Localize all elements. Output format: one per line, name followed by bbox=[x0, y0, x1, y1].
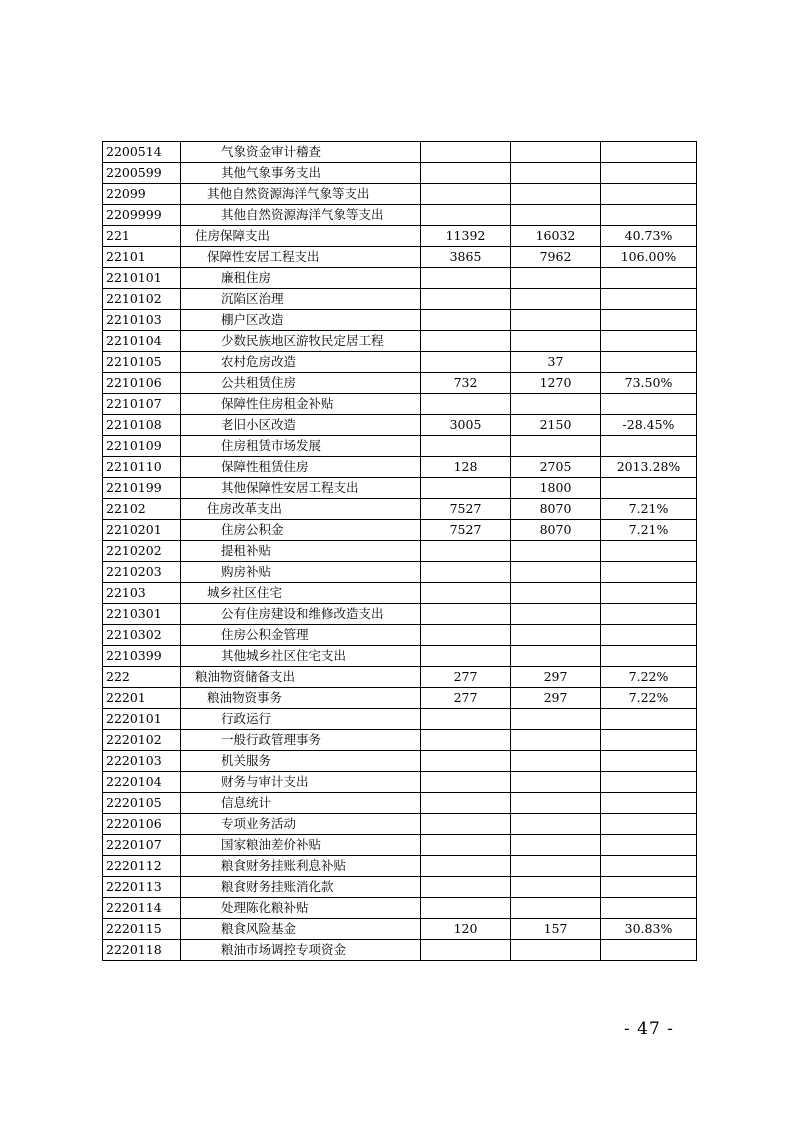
table-row bbox=[103, 814, 697, 835]
cell-value-1: 277 bbox=[421, 667, 511, 688]
cell-code: 22102 bbox=[103, 499, 181, 520]
cell-name: 农村危房改造 bbox=[181, 352, 421, 373]
cell-code: 2200514 bbox=[103, 142, 181, 163]
cell-name: 其他保障性安居工程支出 bbox=[181, 478, 421, 499]
cell-value-1: 120 bbox=[421, 919, 511, 940]
cell-value-1 bbox=[421, 541, 511, 562]
cell-value-1 bbox=[421, 814, 511, 835]
cell-code: 2210106 bbox=[103, 373, 181, 394]
cell-code: 222 bbox=[103, 667, 181, 688]
cell-value-2 bbox=[511, 268, 601, 289]
cell-value-2: 7962 bbox=[511, 247, 601, 268]
cell-percent bbox=[601, 604, 697, 625]
cell-name: 住房保障支出 bbox=[181, 226, 421, 247]
cell-percent bbox=[601, 835, 697, 856]
cell-value-2 bbox=[511, 331, 601, 352]
cell-percent bbox=[601, 478, 697, 499]
cell-percent: 7.21% bbox=[601, 520, 697, 541]
cell-value-1 bbox=[421, 163, 511, 184]
cell-value-2: 1270 bbox=[511, 373, 601, 394]
cell-percent bbox=[601, 772, 697, 793]
cell-percent bbox=[601, 793, 697, 814]
cell-name: 财务与审计支出 bbox=[181, 772, 421, 793]
table-row bbox=[103, 478, 697, 499]
cell-value-1 bbox=[421, 142, 511, 163]
cell-code: 2210101 bbox=[103, 268, 181, 289]
table-row bbox=[103, 562, 697, 583]
cell-value-2 bbox=[511, 583, 601, 604]
cell-name: 一般行政管理事务 bbox=[181, 730, 421, 751]
table-row bbox=[103, 373, 697, 394]
table-row bbox=[103, 142, 697, 163]
table-row bbox=[103, 457, 697, 478]
cell-value-1 bbox=[421, 709, 511, 730]
cell-percent bbox=[601, 583, 697, 604]
cell-percent bbox=[601, 541, 697, 562]
cell-name: 棚户区改造 bbox=[181, 310, 421, 331]
table-row bbox=[103, 667, 697, 688]
table-row bbox=[103, 184, 697, 205]
cell-code: 2220104 bbox=[103, 772, 181, 793]
cell-code: 2220105 bbox=[103, 793, 181, 814]
table-row bbox=[103, 289, 697, 310]
cell-name: 粮食财务挂账利息补贴 bbox=[181, 856, 421, 877]
cell-code: 2210302 bbox=[103, 625, 181, 646]
table-row bbox=[103, 436, 697, 457]
table-row bbox=[103, 646, 697, 667]
page-number: - 47 - bbox=[624, 1019, 674, 1039]
cell-code: 2220112 bbox=[103, 856, 181, 877]
cell-value-1 bbox=[421, 331, 511, 352]
table-row bbox=[103, 310, 697, 331]
cell-percent: -28.45% bbox=[601, 415, 697, 436]
cell-name: 气象资金审计稽查 bbox=[181, 142, 421, 163]
table-row bbox=[103, 919, 697, 940]
cell-value-1: 11392 bbox=[421, 226, 511, 247]
cell-percent bbox=[601, 751, 697, 772]
table-row bbox=[103, 541, 697, 562]
cell-value-2 bbox=[511, 814, 601, 835]
table-row bbox=[103, 772, 697, 793]
cell-name: 其他气象事务支出 bbox=[181, 163, 421, 184]
cell-name: 公有住房建设和维修改造支出 bbox=[181, 604, 421, 625]
cell-value-2 bbox=[511, 142, 601, 163]
table-row bbox=[103, 835, 697, 856]
budget-table bbox=[102, 141, 697, 961]
cell-percent bbox=[601, 331, 697, 352]
cell-value-2 bbox=[511, 184, 601, 205]
cell-percent bbox=[601, 625, 697, 646]
cell-value-2 bbox=[511, 205, 601, 226]
table-row bbox=[103, 877, 697, 898]
cell-code: 2210202 bbox=[103, 541, 181, 562]
cell-value-1 bbox=[421, 583, 511, 604]
cell-value-2 bbox=[511, 730, 601, 751]
cell-code: 2220118 bbox=[103, 940, 181, 961]
table-row bbox=[103, 730, 697, 751]
cell-name: 住房公积金管理 bbox=[181, 625, 421, 646]
cell-value-2: 157 bbox=[511, 919, 601, 940]
cell-value-2: 8070 bbox=[511, 520, 601, 541]
cell-percent bbox=[601, 184, 697, 205]
cell-percent: 7.22% bbox=[601, 688, 697, 709]
cell-name: 沉陷区治理 bbox=[181, 289, 421, 310]
cell-value-2 bbox=[511, 877, 601, 898]
table-row bbox=[103, 625, 697, 646]
cell-name: 保障性住房租金补贴 bbox=[181, 394, 421, 415]
table-row bbox=[103, 856, 697, 877]
cell-value-1 bbox=[421, 751, 511, 772]
cell-percent: 106.00% bbox=[601, 247, 697, 268]
cell-value-1 bbox=[421, 268, 511, 289]
cell-value-1 bbox=[421, 856, 511, 877]
cell-name: 专项业务活动 bbox=[181, 814, 421, 835]
cell-value-1 bbox=[421, 625, 511, 646]
cell-percent bbox=[601, 352, 697, 373]
cell-percent: 2013.28% bbox=[601, 457, 697, 478]
table-row bbox=[103, 205, 697, 226]
cell-code: 2210399 bbox=[103, 646, 181, 667]
cell-value-2 bbox=[511, 835, 601, 856]
cell-name: 住房租赁市场发展 bbox=[181, 436, 421, 457]
cell-percent bbox=[601, 163, 697, 184]
cell-value-1 bbox=[421, 436, 511, 457]
table-row bbox=[103, 268, 697, 289]
table-body bbox=[103, 142, 697, 961]
cell-name: 老旧小区改造 bbox=[181, 415, 421, 436]
cell-value-2 bbox=[511, 310, 601, 331]
cell-name: 城乡社区住宅 bbox=[181, 583, 421, 604]
cell-value-1: 3865 bbox=[421, 247, 511, 268]
cell-name: 粮食风险基金 bbox=[181, 919, 421, 940]
cell-value-2 bbox=[511, 541, 601, 562]
cell-value-1: 128 bbox=[421, 457, 511, 478]
table-row bbox=[103, 394, 697, 415]
cell-code: 2210109 bbox=[103, 436, 181, 457]
cell-value-2 bbox=[511, 856, 601, 877]
cell-percent bbox=[601, 142, 697, 163]
cell-code: 2200599 bbox=[103, 163, 181, 184]
cell-code: 2220102 bbox=[103, 730, 181, 751]
cell-value-2 bbox=[511, 793, 601, 814]
table-row bbox=[103, 415, 697, 436]
table-row bbox=[103, 352, 697, 373]
table-row bbox=[103, 940, 697, 961]
table-row bbox=[103, 709, 697, 730]
cell-code: 2210110 bbox=[103, 457, 181, 478]
cell-percent bbox=[601, 562, 697, 583]
cell-percent bbox=[601, 436, 697, 457]
cell-code: 22103 bbox=[103, 583, 181, 604]
table-row bbox=[103, 583, 697, 604]
cell-name: 行政运行 bbox=[181, 709, 421, 730]
cell-percent: 40.73% bbox=[601, 226, 697, 247]
cell-value-1: 7527 bbox=[421, 520, 511, 541]
cell-code: 2220101 bbox=[103, 709, 181, 730]
cell-name: 国家粮油差价补贴 bbox=[181, 835, 421, 856]
cell-percent: 7.21% bbox=[601, 499, 697, 520]
cell-code: 2220106 bbox=[103, 814, 181, 835]
cell-code: 2220115 bbox=[103, 919, 181, 940]
cell-value-1 bbox=[421, 646, 511, 667]
cell-value-1 bbox=[421, 289, 511, 310]
table-row bbox=[103, 226, 697, 247]
cell-name: 信息统计 bbox=[181, 793, 421, 814]
cell-percent bbox=[601, 205, 697, 226]
cell-value-1 bbox=[421, 394, 511, 415]
cell-percent bbox=[601, 940, 697, 961]
cell-value-1 bbox=[421, 730, 511, 751]
cell-value-1 bbox=[421, 835, 511, 856]
cell-name: 购房补贴 bbox=[181, 562, 421, 583]
table-row bbox=[103, 163, 697, 184]
cell-code: 2209999 bbox=[103, 205, 181, 226]
cell-percent bbox=[601, 268, 697, 289]
cell-value-2 bbox=[511, 646, 601, 667]
cell-code: 2210104 bbox=[103, 331, 181, 352]
cell-name: 保障性租赁住房 bbox=[181, 457, 421, 478]
cell-code: 2220114 bbox=[103, 898, 181, 919]
cell-name: 廉租住房 bbox=[181, 268, 421, 289]
cell-code: 2210103 bbox=[103, 310, 181, 331]
table-row bbox=[103, 520, 697, 541]
cell-percent bbox=[601, 289, 697, 310]
table-row bbox=[103, 793, 697, 814]
cell-value-2: 16032 bbox=[511, 226, 601, 247]
cell-code: 2210105 bbox=[103, 352, 181, 373]
cell-name: 粮食财务挂账消化款 bbox=[181, 877, 421, 898]
cell-value-2 bbox=[511, 562, 601, 583]
table-row bbox=[103, 751, 697, 772]
cell-value-1: 3005 bbox=[421, 415, 511, 436]
cell-value-2 bbox=[511, 604, 601, 625]
cell-value-2: 2705 bbox=[511, 457, 601, 478]
cell-value-1 bbox=[421, 352, 511, 373]
cell-value-1 bbox=[421, 478, 511, 499]
cell-name: 其他自然资源海洋气象等支出 bbox=[181, 205, 421, 226]
cell-value-2: 8070 bbox=[511, 499, 601, 520]
cell-name: 处理陈化粮补贴 bbox=[181, 898, 421, 919]
cell-percent bbox=[601, 898, 697, 919]
cell-percent bbox=[601, 856, 697, 877]
cell-value-2: 1800 bbox=[511, 478, 601, 499]
cell-value-2 bbox=[511, 940, 601, 961]
cell-value-1 bbox=[421, 184, 511, 205]
cell-name: 保障性安居工程支出 bbox=[181, 247, 421, 268]
cell-code: 2220103 bbox=[103, 751, 181, 772]
table-row bbox=[103, 898, 697, 919]
cell-name: 其他城乡社区住宅支出 bbox=[181, 646, 421, 667]
cell-value-2: 297 bbox=[511, 667, 601, 688]
cell-value-2: 297 bbox=[511, 688, 601, 709]
cell-code: 22101 bbox=[103, 247, 181, 268]
table-row bbox=[103, 604, 697, 625]
cell-value-1 bbox=[421, 793, 511, 814]
table-row bbox=[103, 331, 697, 352]
cell-value-2 bbox=[511, 898, 601, 919]
cell-value-2 bbox=[511, 289, 601, 310]
cell-value-1 bbox=[421, 604, 511, 625]
cell-value-1 bbox=[421, 562, 511, 583]
table-row bbox=[103, 247, 697, 268]
cell-value-1: 277 bbox=[421, 688, 511, 709]
cell-percent: 7.22% bbox=[601, 667, 697, 688]
cell-percent bbox=[601, 814, 697, 835]
cell-code: 2210199 bbox=[103, 478, 181, 499]
cell-percent bbox=[601, 394, 697, 415]
cell-code: 2210108 bbox=[103, 415, 181, 436]
cell-percent bbox=[601, 646, 697, 667]
cell-percent: 73.50% bbox=[601, 373, 697, 394]
cell-value-1: 7527 bbox=[421, 499, 511, 520]
cell-value-1 bbox=[421, 940, 511, 961]
cell-percent bbox=[601, 310, 697, 331]
cell-percent bbox=[601, 709, 697, 730]
cell-value-1: 732 bbox=[421, 373, 511, 394]
cell-name: 机关服务 bbox=[181, 751, 421, 772]
cell-code: 2210107 bbox=[103, 394, 181, 415]
cell-code: 2210301 bbox=[103, 604, 181, 625]
cell-value-2 bbox=[511, 436, 601, 457]
cell-value-2: 37 bbox=[511, 352, 601, 373]
cell-code: 2210201 bbox=[103, 520, 181, 541]
cell-value-2 bbox=[511, 163, 601, 184]
cell-name: 住房公积金 bbox=[181, 520, 421, 541]
cell-value-2 bbox=[511, 709, 601, 730]
cell-value-1 bbox=[421, 310, 511, 331]
cell-name: 粮油物资储备支出 bbox=[181, 667, 421, 688]
cell-name: 其他自然资源海洋气象等支出 bbox=[181, 184, 421, 205]
cell-name: 粮油市场调控专项资金 bbox=[181, 940, 421, 961]
cell-name: 粮油物资事务 bbox=[181, 688, 421, 709]
cell-percent bbox=[601, 877, 697, 898]
cell-name: 少数民族地区游牧民定居工程 bbox=[181, 331, 421, 352]
cell-code: 2220113 bbox=[103, 877, 181, 898]
cell-code: 2210203 bbox=[103, 562, 181, 583]
cell-value-2 bbox=[511, 625, 601, 646]
cell-value-1 bbox=[421, 877, 511, 898]
cell-name: 提租补贴 bbox=[181, 541, 421, 562]
cell-name: 公共租赁住房 bbox=[181, 373, 421, 394]
cell-value-2 bbox=[511, 772, 601, 793]
cell-value-1 bbox=[421, 205, 511, 226]
cell-value-1 bbox=[421, 898, 511, 919]
cell-value-2: 2150 bbox=[511, 415, 601, 436]
table-row bbox=[103, 688, 697, 709]
cell-code: 2210102 bbox=[103, 289, 181, 310]
cell-code: 22201 bbox=[103, 688, 181, 709]
cell-percent bbox=[601, 730, 697, 751]
cell-value-2 bbox=[511, 394, 601, 415]
cell-name: 住房改革支出 bbox=[181, 499, 421, 520]
cell-code: 2220107 bbox=[103, 835, 181, 856]
cell-code: 221 bbox=[103, 226, 181, 247]
cell-value-1 bbox=[421, 772, 511, 793]
table-row bbox=[103, 499, 697, 520]
cell-value-2 bbox=[511, 751, 601, 772]
cell-code: 22099 bbox=[103, 184, 181, 205]
cell-percent: 30.83% bbox=[601, 919, 697, 940]
